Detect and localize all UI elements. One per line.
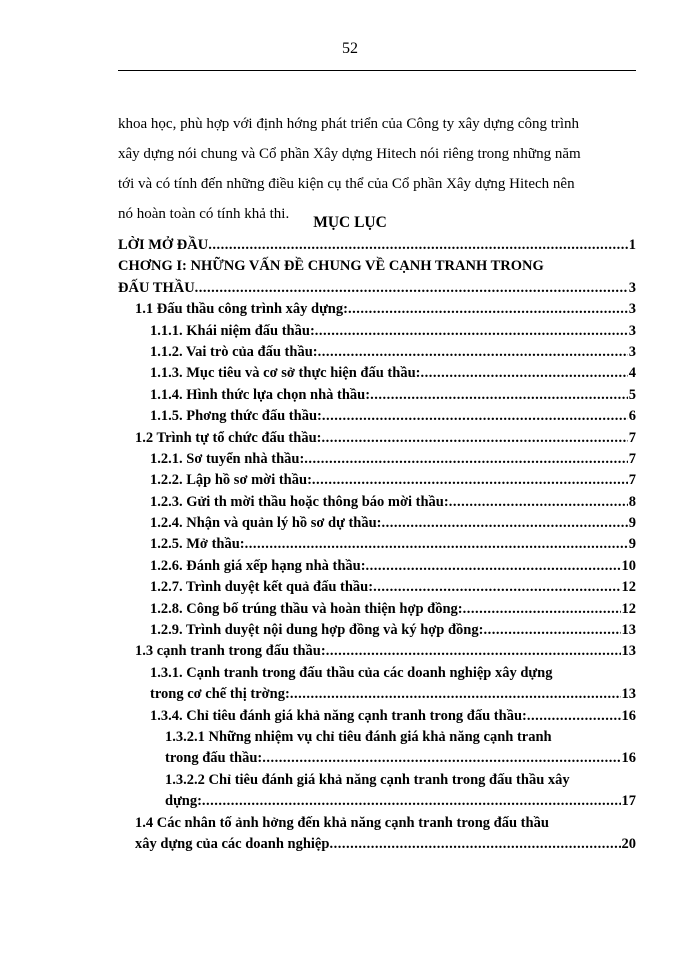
toc-entry-page: 3	[628, 343, 636, 360]
toc-entry-title: LỜI MỞ ĐẦU	[118, 237, 209, 253]
toc-entry-title: dựng:	[165, 793, 202, 810]
dot-leader	[304, 449, 627, 470]
toc-entry-page: 1	[628, 237, 636, 253]
dot-leader	[420, 363, 627, 384]
toc-entry-1-1-3[interactable]	[118, 363, 636, 384]
toc-entry-page: 10	[621, 557, 636, 574]
toc-entry-1-1-5[interactable]	[118, 406, 636, 427]
dot-leader	[527, 706, 621, 727]
toc-entry-1-3-2-2-line2[interactable]	[118, 791, 636, 812]
toc-entry-title: 1.3.4. Chỉ tiêu đánh giá khả năng cạnh tranh trong đấu thầu:	[150, 707, 527, 724]
header-rule	[118, 70, 636, 71]
toc-entry-1-1[interactable]	[118, 299, 636, 320]
dot-leader	[195, 278, 628, 299]
toc-entry-title: 1.2.6. Đánh giá xếp hạng nhà thầu:	[150, 557, 366, 574]
toc-entry-page: 12	[621, 600, 636, 617]
table-of-contents	[118, 235, 636, 855]
toc-entry-title: 1.2.4. Nhận và quản lý hồ sơ dự thầu:	[150, 515, 382, 532]
dot-leader	[326, 641, 621, 662]
toc-entry-1-3-2-1-line1[interactable]: 1.3.2.1 Những nhiệm vụ chỉ tiêu đánh giá khả năng cạnh tranh	[165, 728, 552, 745]
toc-entry-1-1-1[interactable]	[118, 321, 636, 342]
toc-entry-title: 1.2.2. Lập hồ sơ mời thầu:	[150, 472, 312, 489]
toc-title: MỤC LỤC	[313, 214, 387, 231]
toc-entry-1-2[interactable]	[118, 428, 636, 449]
dot-leader	[449, 492, 628, 513]
toc-entry-title: 1.1.2. Vai trò của đấu thầu:	[150, 343, 318, 360]
toc-entry-page: 16	[621, 750, 636, 767]
dot-leader	[318, 342, 628, 363]
toc-entry-title: trong cơ chế thị trờng:	[150, 686, 290, 703]
toc-entry-1-1-2[interactable]	[118, 342, 636, 363]
dot-leader	[208, 235, 628, 256]
toc-entry-title: 1.2.9. Trình duyệt nội dung hợp đồng và ký hợp đồng:	[150, 622, 484, 639]
toc-entry-1-2-4[interactable]	[118, 513, 636, 534]
toc-entry-page: 7	[628, 429, 636, 446]
dot-leader	[370, 385, 628, 406]
dot-leader	[315, 321, 628, 342]
toc-entry-title: xây dựng của các doanh nghiệp	[135, 835, 330, 852]
toc-entry-page: 3	[628, 279, 636, 296]
toc-entry-1-3-1-line1[interactable]: 1.3.1. Cạnh tranh trong đấu thầu của các doanh nghiệp xây dựng	[150, 664, 553, 681]
toc-entry-page: 5	[628, 386, 636, 403]
toc-entry-title: 1.1.4. Hình thức lựa chọn nhà thầu:	[150, 386, 371, 403]
dot-leader	[202, 791, 621, 812]
dot-leader	[348, 299, 628, 320]
dot-leader	[483, 620, 620, 641]
toc-entry-page: 17	[621, 793, 636, 810]
toc-entry-page: 13	[621, 686, 636, 703]
toc-entry-title: 1.1.3. Mục tiêu và cơ sở thực hiện đấu thầu:	[150, 365, 421, 382]
toc-entry-1-2-3[interactable]	[118, 492, 636, 513]
toc-entry-1-1-4[interactable]	[118, 385, 636, 406]
toc-entry-chuong1-line2[interactable]	[118, 278, 636, 299]
toc-entry-title: 1.2.3. Gửi th mời thầu hoặc thông báo mời thầu:	[150, 493, 449, 510]
toc-entry-1-2-1[interactable]	[118, 449, 636, 470]
dot-leader	[329, 834, 620, 855]
dot-leader	[312, 470, 628, 491]
dot-leader	[290, 684, 621, 705]
toc-entry-page: 7	[628, 450, 636, 467]
dot-leader	[381, 513, 627, 534]
toc-entry-1-2-2[interactable]	[118, 470, 636, 491]
toc-entry-page: 6	[628, 408, 636, 425]
toc-entry-1-2-7[interactable]	[118, 577, 636, 598]
toc-entry-page: 9	[628, 536, 636, 553]
toc-entry-page: 8	[628, 493, 636, 510]
toc-entry-title: 1.2.5. Mở thầu:	[150, 536, 245, 553]
page-number: 52	[342, 40, 358, 57]
toc-entry-page: 20	[621, 835, 636, 852]
dot-leader	[245, 534, 628, 555]
toc-entry-1-4-line2[interactable]	[118, 834, 636, 855]
toc-entry-title: trong đấu thầu:	[165, 750, 263, 767]
toc-entry-title: 1.2.7. Trình duyệt kết quả đấu thầu:	[150, 579, 374, 596]
toc-entry-page: 13	[621, 622, 636, 639]
toc-entry-title: 1.1.5. Phơng thức đấu thầu:	[150, 408, 322, 425]
toc-entry-1-3-4[interactable]	[118, 706, 636, 727]
dot-leader	[262, 748, 620, 769]
dot-leader	[321, 428, 627, 449]
toc-entry-1-2-8[interactable]	[118, 599, 636, 620]
toc-entry-1-3[interactable]	[118, 641, 636, 662]
toc-entry-title: 1.2.1. Sơ tuyển nhà thầu:	[150, 450, 305, 467]
toc-entry-page: 16	[621, 707, 636, 724]
toc-entry-1-3-2-2-line1[interactable]: 1.3.2.2 Chỉ tiêu đánh giá khả năng cạnh tranh trong đấu thầu xây	[165, 771, 570, 788]
toc-entry-chuong1-line1[interactable]: CHƠNG I: NHỮNG VẤN ĐỀ CHUNG VỀ CẠNH TRANH TRONG	[118, 258, 544, 275]
toc-entry-page: 3	[628, 322, 636, 339]
toc-entry-title: 1.1.1. Khái niệm đấu thầu:	[150, 322, 315, 339]
toc-entry-page: 3	[628, 301, 636, 318]
toc-entry-loi-mo-dau[interactable]	[118, 235, 636, 256]
toc-entry-title: ĐẤU THẦU	[118, 279, 195, 296]
dot-leader	[322, 406, 628, 427]
toc-entry-page: 4	[628, 365, 636, 382]
toc-entry-1-4-line1[interactable]: 1.4 Các nhân tố ảnh hởng đến khả năng cạnh tranh trong đấu thầu	[135, 814, 549, 831]
toc-entry-title: 1.2 Trình tự tổ chức đấu thầu:	[135, 429, 322, 446]
toc-entry-page: 12	[621, 579, 636, 596]
intro-line: xây dựng nói chung và Cổ phần Xây dựng Hitech nói riêng trong những năm	[118, 146, 581, 162]
intro-line: khoa học, phù hợp với định hớng phát triển của Công ty xây dựng công trình	[118, 116, 580, 132]
toc-entry-page: 13	[621, 643, 636, 660]
toc-entry-1-3-1-line2[interactable]	[118, 684, 636, 705]
intro-line: tới và có tính đến những điều kiện cụ thể của Cổ phần Xây dựng Hitech nên	[118, 176, 575, 192]
dot-leader	[463, 599, 621, 620]
toc-entry-page: 7	[628, 472, 636, 489]
toc-entry-1-2-5[interactable]	[118, 534, 636, 555]
toc-entry-1-2-6[interactable]	[118, 556, 636, 577]
toc-entry-1-3-2-1-line2[interactable]	[118, 748, 636, 769]
toc-entry-title: 1.2.8. Công bố trúng thầu và hoàn thiện hợp đồng:	[150, 600, 463, 617]
dot-leader	[373, 577, 620, 598]
toc-entry-1-2-9[interactable]	[118, 620, 636, 641]
toc-entry-page: 9	[628, 515, 636, 532]
intro-line: nó hoàn toàn có tính khả thi.	[118, 206, 290, 222]
toc-entry-title: 1.1 Đấu thầu công trình xây dựng:	[135, 301, 348, 318]
dot-leader	[366, 556, 621, 577]
toc-entry-title: 1.3 cạnh tranh trong đấu thầu:	[135, 643, 326, 660]
